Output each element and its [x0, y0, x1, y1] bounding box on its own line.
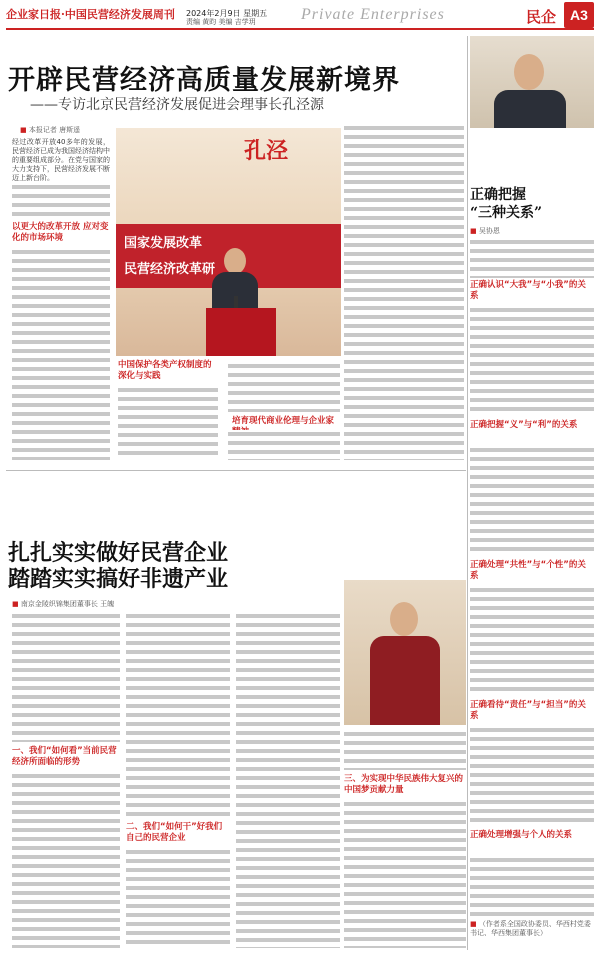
column-byline: ■ 吴协恩 [470, 226, 500, 236]
article-column-2 [118, 386, 218, 460]
second-column-1b [12, 772, 120, 948]
article-column-1 [12, 248, 110, 460]
chairman-body [370, 636, 440, 725]
second-column-3 [236, 612, 340, 948]
main-byline: ■ 本报记者 唐斯遥 [20, 125, 80, 135]
second-column-4b [344, 800, 466, 948]
column-text-1 [470, 238, 594, 278]
opinion-column [470, 36, 594, 950]
section-heading-2: 中国保护各类产权制度的 深化与实践 [118, 360, 212, 381]
second-headline-line-2: 踏踏实实搞好非遗产业 [8, 566, 229, 592]
backdrop-text-1: 国家发展改革 [124, 236, 203, 251]
column-section-4: 正确看待“责任”与“担当”的关系 [470, 700, 586, 721]
masthead-date: 2024年2月9日 星期五 [186, 9, 268, 18]
masthead-section: 民企 [526, 8, 557, 26]
second-column-2b [126, 848, 230, 948]
main-subhead: ——专访北京民营经济发展促进会理事长孔泾源 [30, 97, 324, 113]
second-headline [8, 540, 228, 592]
section-divider [6, 470, 466, 471]
second-column-1a [12, 612, 120, 742]
masthead-english-title: Private Enterprises [301, 6, 445, 23]
author-body [494, 90, 566, 128]
speaker-head [224, 248, 246, 274]
column-text-6 [470, 856, 594, 916]
column-text-2 [470, 306, 594, 416]
column-title-line-1: 正确把握 [470, 187, 526, 203]
column-footer: ■ （作者系全国政协委员、华西村党委书记、华西集团董事长） [470, 920, 594, 938]
main-headline: 开辟民营经济高质量发展新境界 [8, 65, 400, 96]
section-heading-1: 以更大的改革开放 应对变化的市场环境 [12, 222, 109, 243]
masthead-staff: 责编 黄昀 美编 吉学玥 [186, 18, 256, 26]
second-section-heading-2: 二、我们“如何干”好我们自己的民营企业 [126, 822, 223, 843]
column-text-5 [470, 726, 594, 826]
author-portrait [470, 36, 594, 128]
column-section-2: 正确把握“义”与“利”的关系 [470, 420, 578, 430]
second-column-4a [344, 730, 466, 770]
article-lead-text [12, 138, 110, 218]
second-column-2a [126, 612, 230, 818]
author-head [514, 54, 544, 90]
article-lead: 经过改革开放40多年的发展，民营经济已成为我国经济结构中的重要组成部分。在党与国家的大力支持下，民营经济发展不断迈上新台阶。 [12, 138, 110, 182]
second-section-heading-3: 三、为实现中华民族伟大复兴的中国梦贡献力量 [344, 774, 464, 795]
second-headline-line-1: 扎扎实实做好民营企业 [8, 540, 229, 566]
chairman-head [390, 602, 418, 636]
article-column-4 [344, 124, 464, 460]
column-section-3: 正确处理“共性”与“个性”的关系 [470, 560, 586, 581]
column-title-line-2: “三种关系” [470, 205, 543, 221]
second-byline: ■ 南京金陵织锦集团董事长 王魄 [12, 599, 114, 609]
masthead [6, 6, 594, 30]
page-number-badge: A3 [564, 2, 594, 28]
article-column-3b [228, 430, 340, 460]
article-column-3a [228, 362, 340, 412]
column-text-4 [470, 586, 594, 696]
backdrop-text-2: 民营经济改革研 [124, 262, 216, 277]
speaker-photo [116, 128, 341, 356]
section-heading-3: 培育现代商业伦理与企业家精神 [232, 416, 335, 437]
podium [206, 308, 276, 356]
second-section-heading-1: 一、我们“如何看”当前民营经济所面临的形势 [12, 746, 117, 767]
chairman-photo [344, 580, 466, 725]
column-title [470, 186, 542, 222]
column-divider [467, 36, 468, 950]
photo-red-name: 孔泾 [244, 138, 289, 164]
column-section-5: 正确处理增强与个人的关系 [470, 830, 573, 840]
column-text-3 [470, 446, 594, 556]
masthead-title: 企业家日报·中国民营经济发展周刊 [6, 8, 175, 21]
column-section-1: 正确认识“大我”与“小我”的关系 [470, 280, 586, 301]
